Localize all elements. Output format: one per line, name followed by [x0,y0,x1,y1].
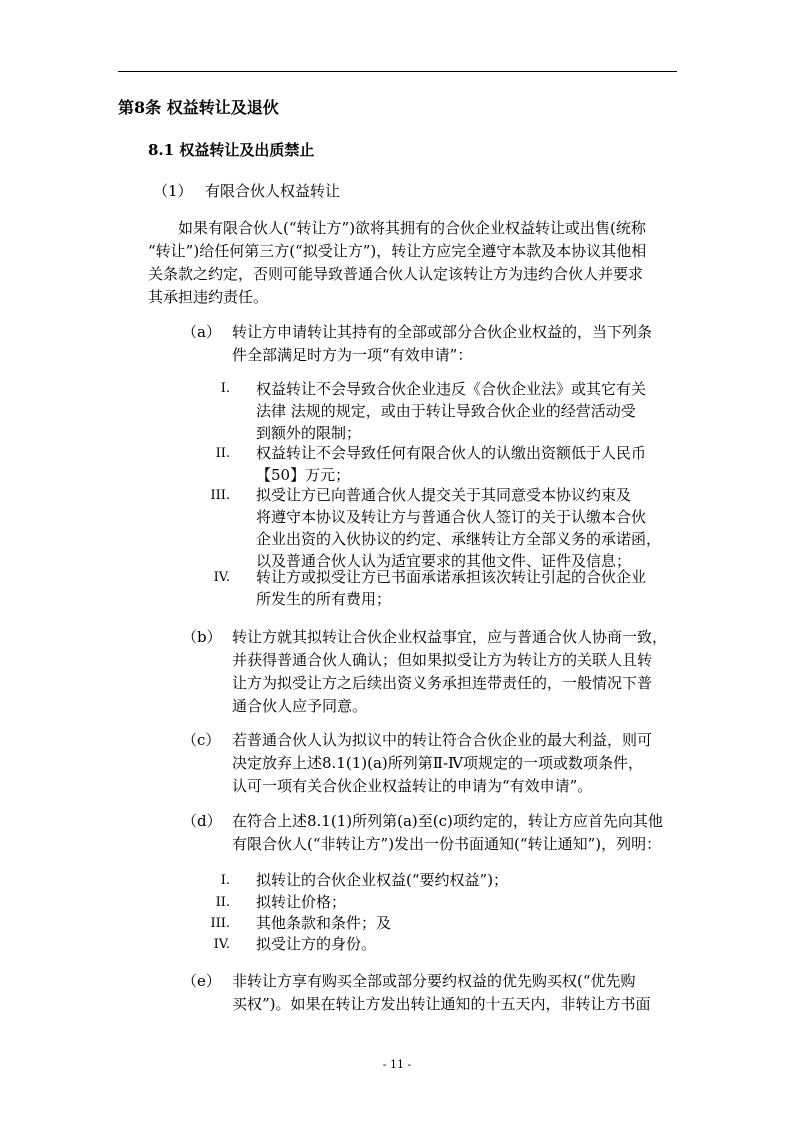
condition-line: 所发生的所有费用； [256,590,392,608]
condition-line: 转让方或拟受让方已书面承诺承担该次转让引起的合伙企业 [256,568,647,586]
condition-text [256,566,686,610]
condition-number: I. [220,381,230,396]
section-title: 第8条 权益转让及退伙 [118,98,279,117]
condition-line: 到额外的限制； [256,424,362,442]
item-line: 让方为拟受让方之后续出资义务承担连带责任的，一般情况下普 [232,674,653,692]
item-b-text [232,626,682,718]
intro-line: “转让”)给任何第三方(“拟受让方”)，转让方应完全遵守本款及本协议其他相 [148,242,647,260]
item-line: 并获得普通合伙人确认；但如果拟受让方为转让方的关联人且转 [232,651,653,669]
clause-title: 有限合伙人权益转让 [205,182,341,200]
condition-line: 将遵守本协议及转让方与普通合伙人签订的关于认缴本合伙 [256,508,647,526]
item-a-text [232,321,682,367]
item-line: 若普通合伙人认为拟议中的转让符合合伙企业的最大利益，则可 [232,731,653,749]
item-line: 决定放弃上述8.1(1)(a)所列第Ⅱ-Ⅳ项规定的一项或数项条件， [232,754,644,772]
item-line: 非转让方享有购买全部或部分要约权益的优先购买权(“优先购 [232,972,636,990]
condition-line: 权益转让不会导致任何有限合伙人的认缴出资额低于人民币 [256,444,647,462]
item-c-mark: （c） [182,731,221,749]
notice-item-text [256,912,686,934]
notice-item-number: III. [210,916,230,931]
item-line: 有限合伙人(“非转让方”)发出一份书面通知(“转让通知”)，列明： [232,835,662,853]
intro-line: 如果有限合伙人(“转让方”)欲将其拥有的合伙企业权益转让或出售(统称 [178,219,646,237]
condition-line: 拟受让方已向普通合伙人提交关于其同意受本协议约束及 [256,486,632,504]
condition-text [256,442,686,486]
condition-text [256,484,686,572]
item-e-mark: （e） [182,972,221,990]
notice-item-text [256,869,686,891]
notice-item-text [256,891,686,913]
condition-line: 【50】万元； [256,466,351,484]
notice-line: 拟转让价格； [256,893,347,911]
intro-line: 关条款之约定，否则可能导致普通合伙人认定该转让方为违约合伙人并要求 [148,265,644,283]
page-number: - 11 - [382,1058,412,1071]
item-e-text [232,970,682,1016]
condition-line: 法律 法规的规定，或由于转让导致合伙企业的经营活动受 [256,402,636,420]
item-line: 件全部满足时方为一项“有效申请”： [232,346,473,364]
item-c-text [232,729,682,798]
item-line: 买权”)。如果在转让方发出转让通知的十五天内，非转让方书面 [232,995,651,1013]
notice-line: 拟受让方的身份。 [256,935,377,953]
intro-line: 其承担违约责任。 [148,288,269,306]
condition-number: III. [210,488,230,503]
condition-number: IV. [213,570,230,585]
notice-item-number: I. [220,873,230,888]
item-d-text [232,810,682,856]
item-line: 转让方申请转让其持有的全部或部分合伙企业权益的，当下列条 [232,323,653,341]
notice-line: 其他条款和条件；及 [256,914,392,932]
item-line: 转让方就其拟转让合伙企业权益事宜，应与普通合伙人协商一致， [232,628,668,646]
item-d-mark: （d） [182,812,222,830]
header-rule [118,71,677,72]
subsection-title: 8.1 权益转让及出质禁止 [148,141,315,159]
item-b-mark: （b） [182,628,222,646]
notice-item-number: IV. [213,937,230,952]
notice-item-number: II. [215,895,230,910]
notice-line: 拟转让的合伙企业权益(“要约权益”)； [256,871,509,889]
condition-line: 企业出资的入伙协议的约定、承继转让方全部义务的承诺函， [256,530,662,548]
clause-number: （1） [153,182,193,200]
item-line: 通合伙人应予同意。 [232,697,368,715]
item-a-mark: （a） [182,323,221,341]
notice-item-text [256,933,686,955]
condition-line: 以及普通合伙人认为适宜要求的其他文件、证件及信息； [256,552,632,570]
condition-text [256,378,686,444]
intro-paragraph [148,217,676,309]
item-line: 认可一项有关合伙企业权益转让的申请为“有效申请”。 [232,777,593,795]
condition-line: 权益转让不会导致合伙企业违反《合伙企业法》或其它有关 [256,380,647,398]
condition-number: II. [215,446,230,461]
item-line: 在符合上述8.1(1)所列第(a)至(c)项约定的，转让方应首先向其他 [232,812,663,830]
